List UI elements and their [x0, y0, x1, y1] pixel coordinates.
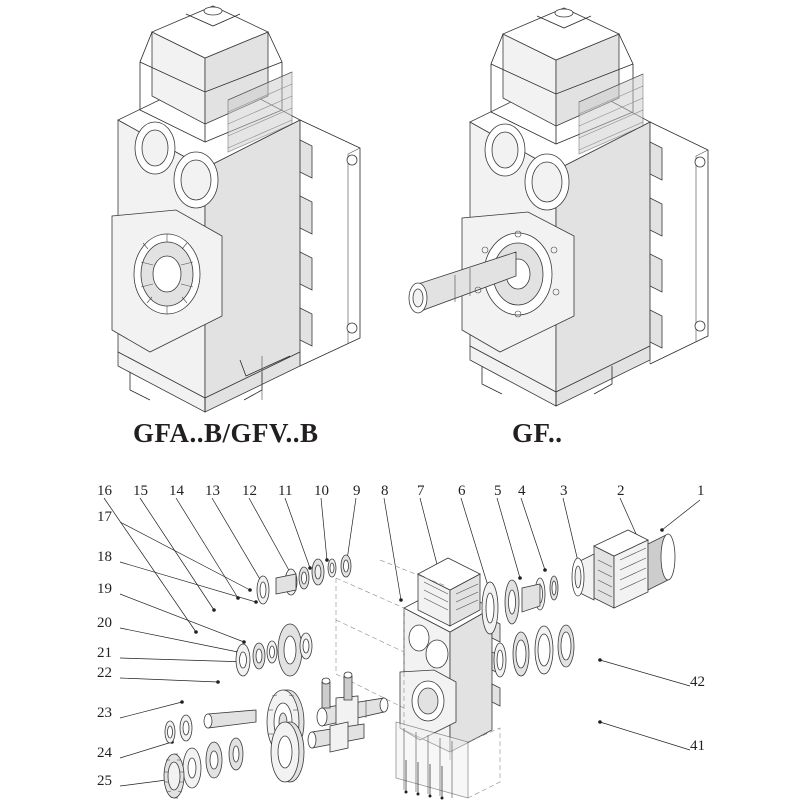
callout-41: 41 — [690, 738, 705, 754]
callout-13: 13 — [205, 483, 220, 499]
callout-14: 14 — [169, 483, 184, 499]
exploded-view-svg — [0, 460, 800, 800]
part-washer-row-mid — [236, 624, 312, 676]
callout-4: 4 — [518, 483, 526, 499]
caption-gf: GF.. — [512, 418, 563, 448]
callout-20: 20 — [97, 615, 112, 631]
exploded-components — [164, 530, 675, 800]
caption-gfa-gfv: GFA..B/GFV..B — [133, 418, 319, 448]
callout-19: 19 — [97, 581, 112, 597]
callout-5: 5 — [494, 483, 502, 499]
callout-23: 23 — [97, 705, 112, 721]
part-cover-rings — [482, 576, 574, 677]
callout-24: 24 — [97, 745, 112, 761]
callout-9: 9 — [353, 483, 361, 499]
callout-18: 18 — [97, 549, 112, 565]
callout-6: 6 — [458, 483, 466, 499]
leader-lines-right — [600, 660, 690, 750]
callout-22: 22 — [97, 665, 112, 681]
callout-1: 1 — [697, 483, 705, 499]
callout-42: 42 — [690, 674, 705, 690]
part-washer-row-upper — [257, 555, 351, 604]
callout-21: 21 — [97, 645, 112, 661]
callout-2: 2 — [617, 483, 625, 499]
gearbox-view-right — [409, 8, 708, 406]
callout-11: 11 — [278, 483, 293, 499]
callout-17: 17 — [97, 509, 112, 525]
callout-15: 15 — [133, 483, 148, 499]
callout-25: 25 — [97, 773, 112, 789]
callout-12: 12 — [242, 483, 257, 499]
callout-10: 10 — [314, 483, 329, 499]
exploded-view-panel — [0, 460, 800, 800]
callout-8: 8 — [381, 483, 389, 499]
callout-16: 16 — [97, 483, 112, 499]
callout-3: 3 — [560, 483, 568, 499]
callout-7: 7 — [417, 483, 425, 499]
part-motor-adapter — [572, 530, 675, 608]
leader-dots-right — [598, 658, 602, 724]
gearbox-view-left — [112, 6, 360, 412]
